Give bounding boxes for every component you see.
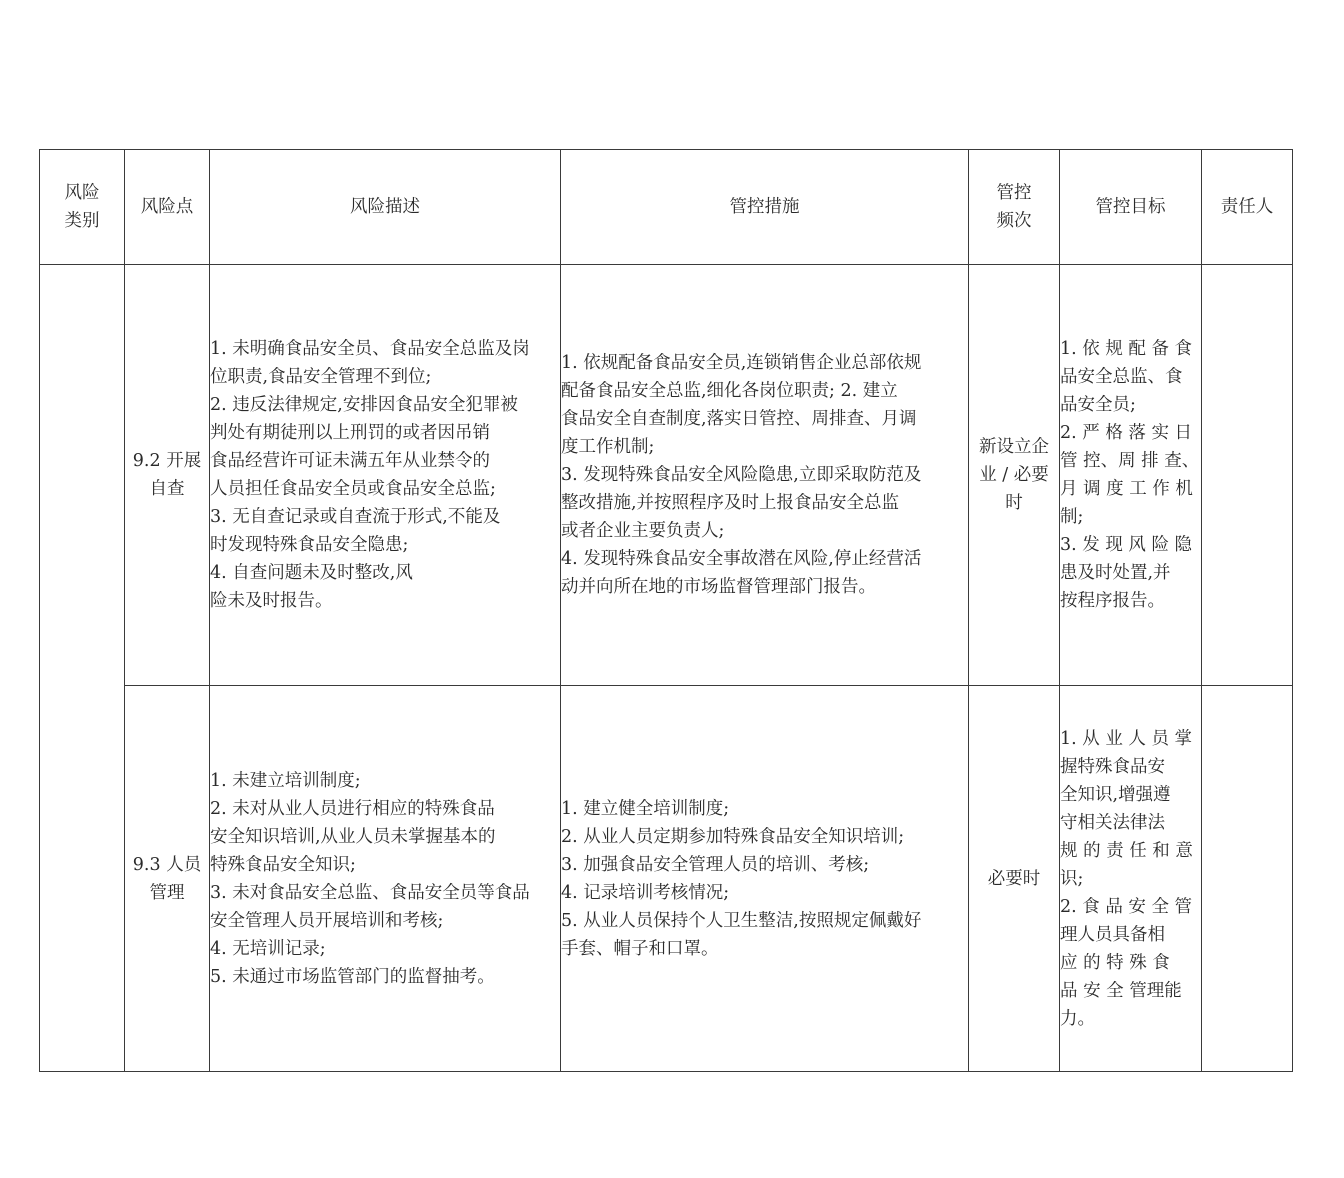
description-line: 1. 未明确食品安全员、食品安全总监及岗 bbox=[210, 339, 530, 359]
header-risk-category bbox=[40, 150, 125, 265]
target-line: 力。 bbox=[1060, 1008, 1095, 1029]
description-line: 险未及时报告。 bbox=[210, 591, 333, 611]
responsible-person-cell bbox=[1202, 686, 1293, 1072]
target-line: 应 的 特 殊 食 bbox=[1060, 952, 1170, 973]
description-line: 安全管理人员开展培训和考核; bbox=[210, 910, 444, 931]
control-target-cell bbox=[1060, 265, 1202, 686]
target-line: 1. 依 规 配 备 食 bbox=[1060, 339, 1193, 359]
measure-line: 1. 依规配备食品安全员,连锁销售企业总部依规 bbox=[561, 353, 922, 373]
target-line: 月 调 度 工 作 机 bbox=[1060, 479, 1193, 499]
description-line: 4. 无培训记录; bbox=[210, 938, 326, 959]
target-line: 规 的 责 任 和 意 bbox=[1060, 840, 1193, 861]
measure-line: 度工作机制; bbox=[561, 437, 655, 457]
header-risk-point: 风险点 bbox=[125, 150, 210, 265]
measure-line: 2. 从业人员定期参加特殊食品安全知识培训; bbox=[561, 826, 905, 847]
target-line: 管 控、周 排 查、 bbox=[1060, 451, 1200, 471]
description-line: 位职责,食品安全管理不到位; bbox=[210, 367, 432, 387]
description-line: 特殊食品安全知识; bbox=[210, 854, 356, 875]
control-frequency-cell bbox=[969, 265, 1060, 686]
header-risk-category-line-2: 类别 bbox=[64, 211, 100, 231]
control-measures-cell bbox=[561, 265, 969, 686]
measure-line: 整改措施,并按照程序及时上报食品安全总监 bbox=[561, 493, 900, 513]
measure-line: 3. 加强食品安全管理人员的培训、考核; bbox=[561, 854, 870, 875]
risk-control-table bbox=[39, 149, 1293, 1072]
header-control-frequency-line-2: 频次 bbox=[996, 211, 1032, 231]
target-line: 患及时处置,并 bbox=[1060, 563, 1171, 583]
measure-line: 1. 建立健全培训制度; bbox=[561, 798, 730, 819]
description-line: 3. 未对食品安全总监、食品安全员等食品 bbox=[210, 882, 530, 903]
description-line: 食品经营许可证未满五年从业禁令的 bbox=[210, 451, 490, 471]
frequency-line: 时 bbox=[1005, 493, 1023, 513]
risk-point-line: 自查 bbox=[149, 479, 185, 499]
header-risk-category-line-1: 风险 bbox=[64, 183, 100, 203]
target-line: 2. 严 格 落 实 日 bbox=[1060, 423, 1193, 443]
target-line: 3. 发 现 风 险 隐 bbox=[1060, 535, 1193, 555]
target-line: 制; bbox=[1060, 507, 1084, 527]
measure-line: 5. 从业人员保持个人卫生整洁,按照规定佩戴好 bbox=[561, 910, 922, 931]
target-line: 1. 从 业 人 员 掌 bbox=[1060, 728, 1193, 749]
measure-line: 手套、帽子和口罩。 bbox=[561, 938, 719, 959]
risk-point-line: 管理 bbox=[149, 882, 185, 903]
description-line: 判处有期徒刑以上刑罚的或者因吊销 bbox=[210, 423, 490, 443]
description-line: 2. 违反法律规定,安排因食品安全犯罪被 bbox=[210, 395, 518, 415]
control-measures-cell bbox=[561, 686, 969, 1072]
header-responsible-person: 责任人 bbox=[1202, 150, 1293, 265]
target-line: 品安全员; bbox=[1060, 395, 1136, 415]
header-control-frequency-line-1: 管控 bbox=[996, 183, 1032, 203]
measure-line: 食品安全自查制度,落实日管控、周排查、月调 bbox=[561, 409, 917, 429]
responsible-person-cell bbox=[1202, 265, 1293, 686]
description-line: 时发现特殊食品安全隐患; bbox=[210, 535, 409, 555]
risk-point-cell bbox=[125, 265, 210, 686]
measure-line: 3. 发现特殊食品安全风险隐患,立即采取防范及 bbox=[561, 465, 922, 485]
description-line: 安全知识培训,从业人员未掌握基本的 bbox=[210, 826, 496, 847]
control-frequency-cell bbox=[969, 686, 1060, 1072]
header-risk-description: 风险描述 bbox=[210, 150, 561, 265]
frequency-line: 新设立企 bbox=[979, 437, 1049, 457]
target-line: 2. 食 品 安 全 管 bbox=[1060, 896, 1193, 917]
risk-point-line: 9.2 开展 bbox=[132, 451, 202, 471]
description-line: 4. 自查问题未及时整改,风 bbox=[210, 563, 413, 583]
target-line: 品 安 全 管理能 bbox=[1060, 980, 1182, 1001]
header-control-target: 管控目标 bbox=[1060, 150, 1202, 265]
description-line: 5. 未通过市场监管部门的监督抽考。 bbox=[210, 966, 495, 987]
table-row bbox=[40, 265, 1293, 686]
header-control-measures: 管控措施 bbox=[561, 150, 969, 265]
description-line: 1. 未建立培训制度; bbox=[210, 770, 361, 791]
measure-line: 动并向所在地的市场监督管理部门报告。 bbox=[561, 577, 876, 597]
description-line: 3. 无自查记录或自查流于形式,不能及 bbox=[210, 507, 501, 527]
risk-description-cell bbox=[210, 265, 561, 686]
measure-line: 或者企业主要负责人; bbox=[561, 521, 725, 541]
target-line: 全知识,增强遵 bbox=[1060, 784, 1171, 805]
measure-line: 4. 记录培训考核情况; bbox=[561, 882, 730, 903]
measure-line: 4. 发现特殊食品安全事故潜在风险,停止经营活 bbox=[561, 549, 922, 569]
target-line: 识; bbox=[1060, 868, 1084, 889]
target-line: 握特殊食品安 bbox=[1060, 756, 1165, 777]
header-control-frequency bbox=[969, 150, 1060, 265]
description-line: 2. 未对从业人员进行相应的特殊食品 bbox=[210, 798, 495, 819]
header-row bbox=[40, 150, 1293, 265]
risk-description-cell bbox=[210, 686, 561, 1072]
frequency-line: 业 / 必要 bbox=[979, 465, 1049, 485]
measure-line: 配备食品安全总监,细化各岗位职责; 2. 建立 bbox=[561, 381, 898, 401]
target-line: 守相关法律法 bbox=[1060, 812, 1165, 833]
description-line: 人员担任食品安全员或食品安全总监; bbox=[210, 479, 496, 499]
target-line: 按程序报告。 bbox=[1060, 591, 1165, 611]
target-line: 理人员具备相 bbox=[1060, 924, 1165, 945]
control-target-cell bbox=[1060, 686, 1202, 1072]
frequency-line: 必要时 bbox=[987, 868, 1041, 889]
risk-category-cell bbox=[40, 265, 125, 1072]
risk-point-cell bbox=[125, 686, 210, 1072]
table-row bbox=[40, 686, 1293, 1072]
target-line: 品安全总监、食 bbox=[1060, 367, 1183, 387]
risk-point-line: 9.3 人员 bbox=[132, 854, 202, 875]
